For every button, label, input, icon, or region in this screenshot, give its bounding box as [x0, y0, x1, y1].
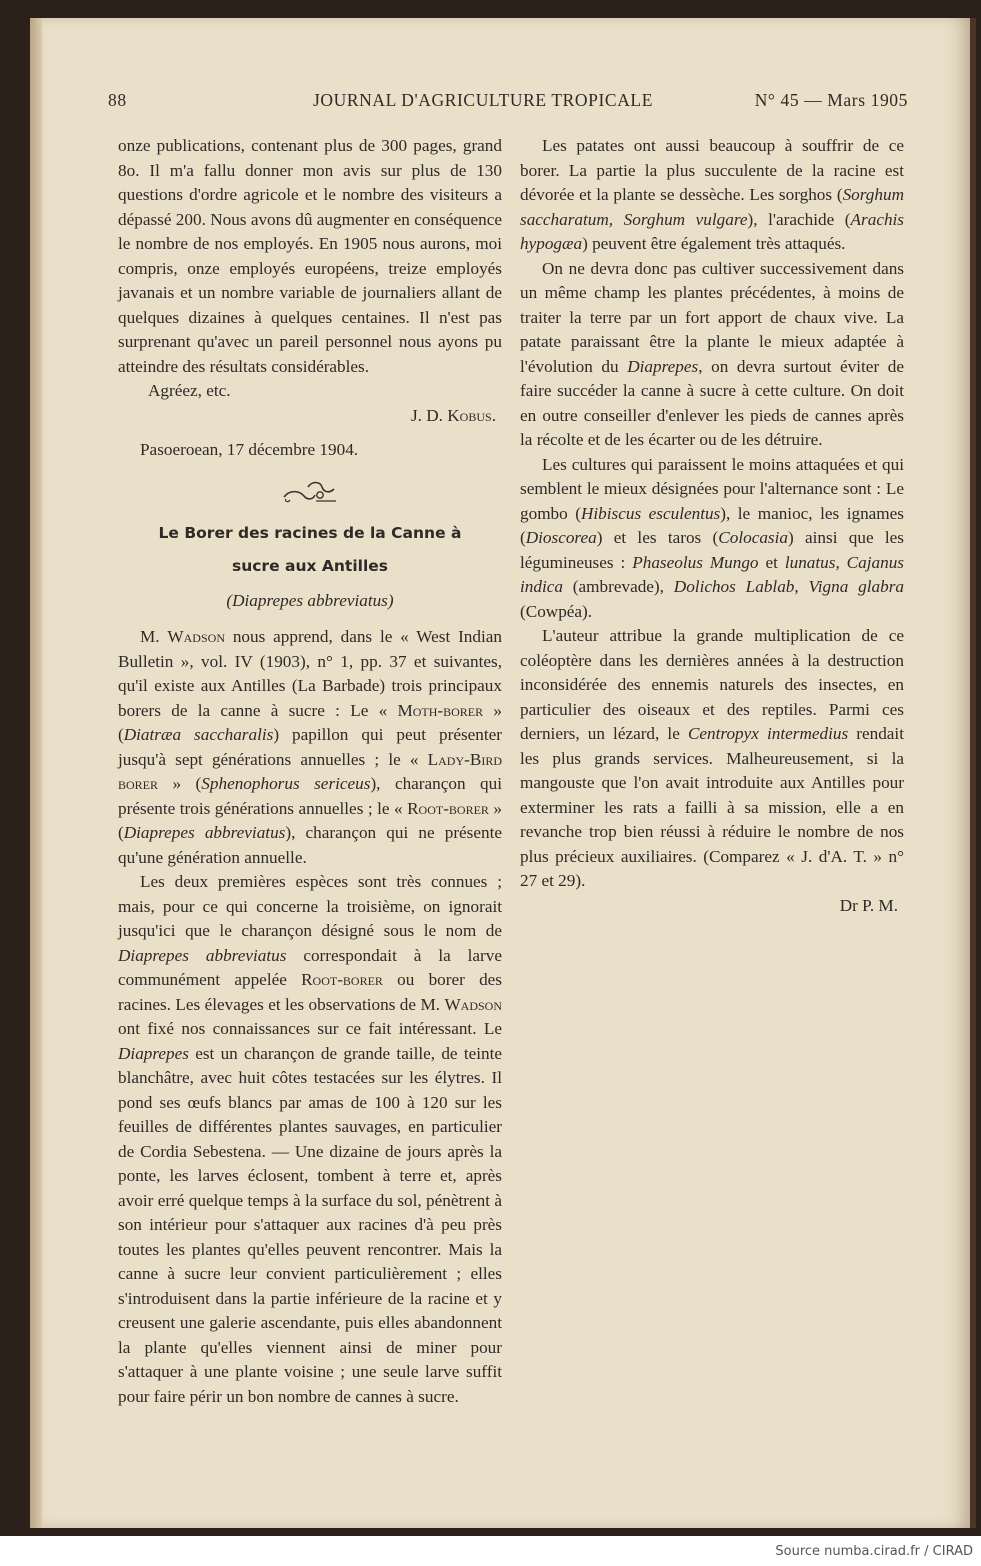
species-name: Phaseolus Mungo	[632, 552, 759, 572]
page-number: 88	[108, 90, 127, 110]
letter-body: onze publications, contenant plus de 300 pages, grand 8o. Il m'a fallu donner mon avis sur plus de 130 questions d'ordre agricole et le nombre des visiteurs a dépassé 200. Nous avons dû augmenter en conséquence le nombre de nos employés. En 1905 nous aurons, moi compris, onze employés européens, treize employés javanais et un nombre variable de journaliers allant de quelques dizaines à quelques centaines. Il n'est pas surprenant qu'avec un pareil personnel nous ayons pu atteindre des résultats considérables.	[118, 136, 502, 376]
species-name: Sorghum saccharatum, Sorghum vulgare	[520, 185, 904, 229]
article-title-line1: Le Borer des racines de la Canne à	[158, 523, 462, 542]
text-run: nous apprend, dans le « West Indian Bulletin », vol. IV (1903), n° 1, pp. 37 et suivantes, qu'il existe aux Antilles (La Barbade) trois principaux borers de la canne à sucre : Le «	[118, 627, 502, 720]
text-run: ) ainsi que les légumineuses :	[520, 528, 904, 572]
text-run: ) et les taros (	[596, 528, 719, 547]
letter-place-date: Pasoeroean, 17 décembre 1904.	[140, 440, 359, 459]
column-right	[520, 134, 904, 918]
species-name: Arachis hypogæa	[520, 209, 904, 253]
species-name: lunatus, Cajanus indica	[520, 552, 904, 596]
text-run: ) papillon qui peut présenter jusqu'à sept générations annuelles ; le «	[118, 725, 502, 769]
article-paragraph-5	[520, 453, 904, 625]
species-name: Diaprepes	[627, 356, 699, 376]
article-subtitle: (Diaprepes abbreviatus)	[226, 590, 394, 610]
article-paragraph-6	[520, 624, 904, 894]
text-run: ,	[794, 577, 809, 596]
author-name: Wadson	[167, 627, 225, 646]
running-head	[108, 90, 908, 114]
pest-name: Root-borer	[301, 970, 383, 989]
page-edge	[30, 18, 42, 1528]
text-run: Les deux premières espèces sont très connues ; mais, pour ce qui concerne la troisième, on ignorait jusqu'ici que le charançon désigné sous le nom de	[118, 872, 502, 940]
article-signature: Dr P. M.	[839, 895, 898, 915]
species-name: Diaprepes	[118, 1043, 189, 1063]
species-name: Diatræa saccharalis	[123, 725, 274, 744]
text-run: » (	[118, 700, 503, 744]
article-paragraph-3	[520, 134, 904, 257]
text-run: correspondait à la larve communément appelée	[118, 945, 502, 989]
letter-signature: J. D. Kobus.	[410, 405, 496, 425]
column-left	[118, 134, 502, 1409]
text-run: et	[758, 552, 785, 572]
species-name: Vigna glabra	[808, 577, 904, 596]
species-name: Dolichos Lablab	[673, 577, 795, 596]
article-paragraph-2	[118, 870, 502, 1409]
fleuron-ornament-icon	[280, 479, 340, 505]
species-name: Dioscorea	[525, 528, 597, 547]
journal-title: JOURNAL D'AGRICULTURE TROPICALE	[313, 90, 654, 110]
text-run: ou borer des racines. Les élevages et les observations de M.	[118, 970, 502, 1014]
issue-info: N° 45 — Mars 1905	[754, 90, 908, 110]
text-run: (Cowpéa).	[520, 601, 593, 621]
text-run: On ne devra donc pas cultiver successivement dans un même champ les plantes précédentes, à moins de traiter la terre par un fort apport de chaux vive. La patate paraissant être la plante le mieux adaptée à l'évolution du	[520, 258, 904, 376]
text-run: (ambrevade),	[562, 577, 674, 596]
text-run: ), l'arachide (	[747, 209, 851, 229]
article-paragraph-1	[118, 625, 502, 870]
text-run: Les cultures qui paraissent le moins attaquées et qui semblent le mieux désignées pour l'alternance sont : Le gombo (	[520, 454, 904, 523]
article-title-line2: sucre aux Antilles	[231, 556, 388, 575]
article-title	[118, 517, 502, 583]
text-run: L'auteur attribue la grande multiplication de ce coléoptère dans les dernières années à la destruction inconsidérée des ennemis naturels des insectes, en particulier des oiseaux et des reptiles. Parmi ces derniers, un lézard, le	[520, 626, 904, 743]
text-run: ), le manioc, les ignames (	[520, 503, 904, 547]
species-name: Centropyx intermedius	[687, 724, 849, 743]
text-run: » (	[158, 774, 202, 793]
text-run: ont fixé nos connaissances sur ce fait intéressant. Le	[118, 1019, 502, 1038]
source-credit: Source numba.cirad.fr / CIRAD	[775, 1544, 973, 1559]
species-name: Hibiscus esculentus	[580, 503, 721, 523]
text-run: rendait les plus grands services. Malheureusement, si la mangouste que l'on avait introduite aux Antilles pour exterminer les rats a failli à sa mission, elle a en revanche trop bien réussi à réduire le nombre de nos plus précieux auxiliaires. (Comparez « J. d'A. T. » n° 27 et 29).	[520, 724, 904, 890]
text-run: , on devra surtout éviter de faire succéder la canne à sucre à cette culture. On doit en outre conseiller d'enlever les pieds de cannes après la récolte et de les écarter ou de les détruire.	[520, 356, 905, 449]
species-name: Diaprepes abbreviatus	[118, 945, 287, 965]
article-paragraph-4	[520, 257, 904, 453]
author-name: Wadson	[444, 994, 502, 1014]
text-run: » (	[118, 798, 502, 842]
text-run: ), charançon qui ne présente qu'une génération annuelle.	[118, 823, 502, 867]
pest-name: Moth-borer	[397, 700, 484, 720]
text-run: ), charançon qui présente trois générations annuelles ; le «	[118, 774, 502, 818]
text-run: ) peuvent être également très attaqués.	[582, 234, 846, 253]
pest-name: Root-borer	[407, 798, 489, 818]
species-name: Colocasia	[718, 528, 788, 547]
species-name: Sphenophorus sericeus	[201, 774, 371, 793]
letter-closing: Agréez, etc.	[148, 381, 231, 400]
text-run: est un charançon de grande taille, de teinte blanchâtre, avec huit côtes testacées sur les élytres. Il pond ses œufs blancs par amas de 100 à 120 sur les feuilles de différentes plantes sauvages, en particulier de Cordia Sebestena. — Une dizaine de jours après la ponte, les larves éclosent, tombent à terre et, après avoir erré quelque temps à la surface du sol, pénètrent à son intérieur pour s'attaquer aux racines d'à peu près toutes les plantes qu'elles peuvent rencontrer. Mais la canne à sucre leur convient particulièrement ; elles s'introduisent dans la partie inférieure de la racine et y creusent une galerie ascendante, puis elles abandonnent la plante qu'elles viennent ainsi de miner pour s'attaquer à une plante voisine ; une seule larve suffit pour faire périr un bon nombre de cannes à sucre.	[118, 1043, 502, 1406]
pest-name: Lady-Bird borer	[118, 749, 502, 793]
text-run: Les patates ont aussi beaucoup à souffrir de ce borer. La partie la plus succulente de la racine est dévorée et la plante se dessèche. Les sorghos (	[520, 136, 904, 204]
text-run: M.	[140, 627, 168, 646]
species-name: Diaprepes abbreviatus	[123, 823, 286, 842]
